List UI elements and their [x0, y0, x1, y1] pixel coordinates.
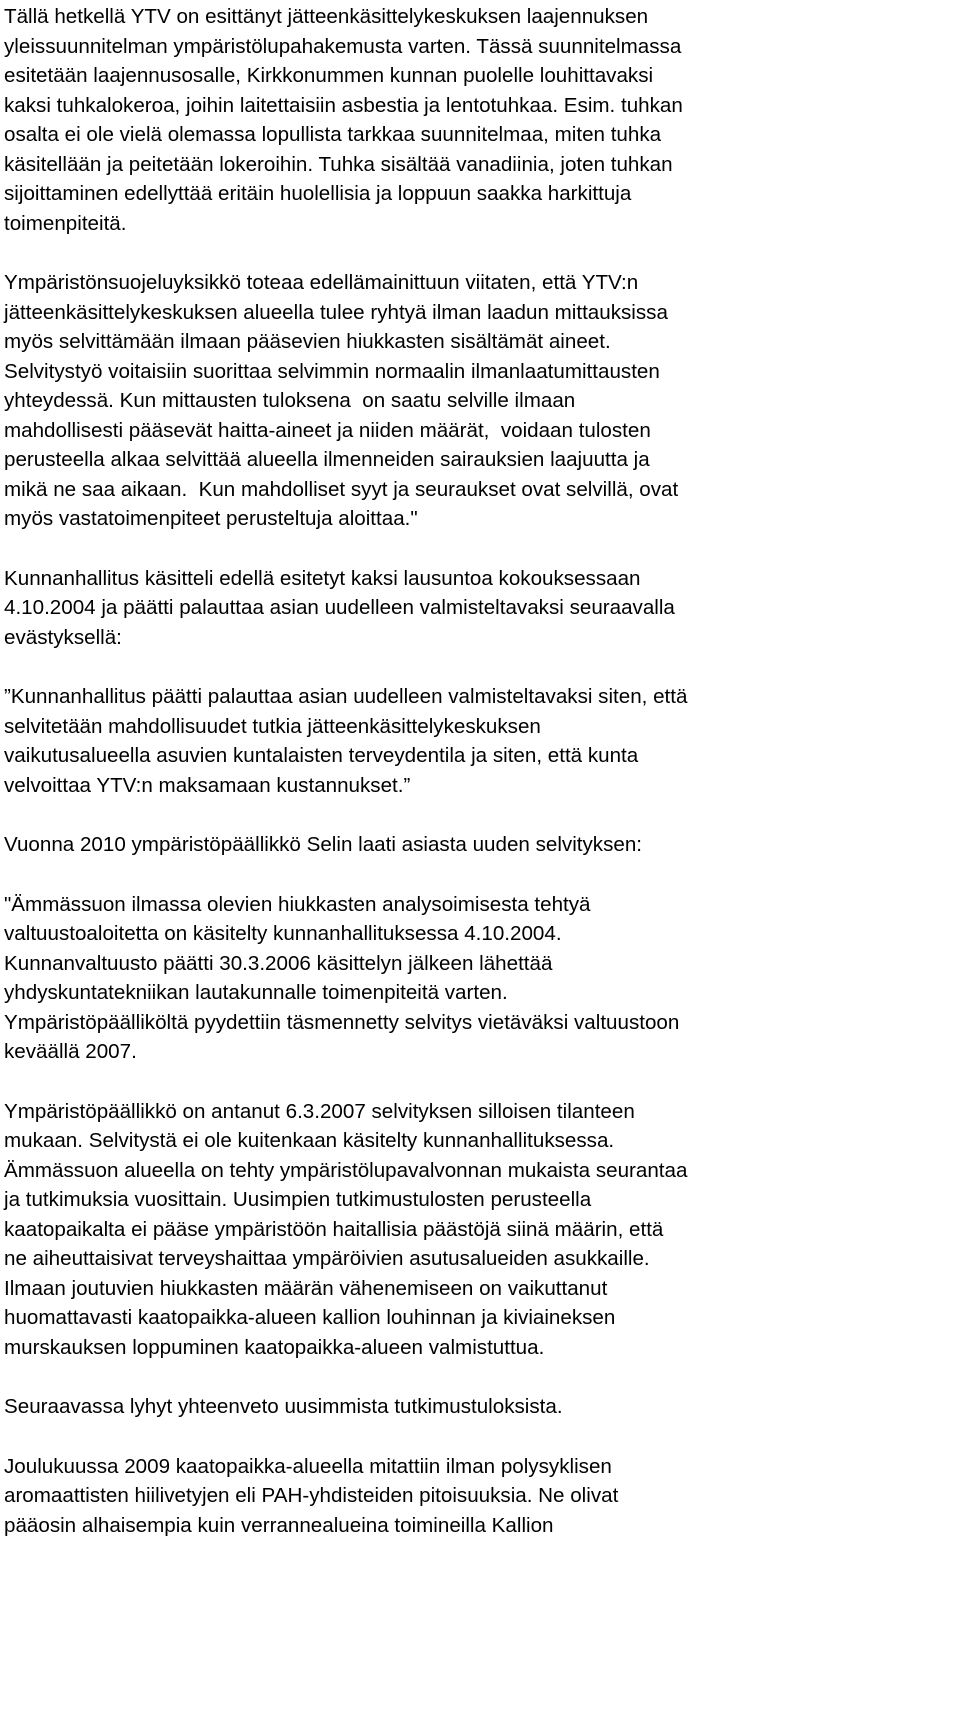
text-line: perusteella alkaa selvittää alueella ilmenneiden sairauksien laajuutta ja	[4, 448, 650, 471]
text-line: Ympäristöpäälliköltä pyydettiin täsmennetty selvitys vietäväksi valtuustoon	[4, 1010, 680, 1034]
text-line: yhteydessä. Kun mittausten tuloksena on saatu selville ilmaan	[4, 389, 576, 412]
text-line: valtuustoaloitetta on käsitelty kunnanhallituksessa 4.10.2004.	[4, 922, 562, 945]
text-line: velvoittaa YTV:n maksamaan kustannukset.”	[4, 773, 411, 797]
text-line: yleissuunnitelman ympäristölupahakemusta varten. Tässä suunnitelmassa	[4, 34, 682, 58]
text-line: mukaan. Selvitystä ei ole kuitenkaan käsitelty kunnanhallituksessa.	[4, 1129, 615, 1152]
text-line: kaatopaikalta ei pääse ympäristöön haitallisia päästöjä siinä määrin, että	[4, 1217, 664, 1241]
text-line: murskauksen loppuminen kaatopaikka-alueen valmistuttua.	[4, 1335, 545, 1359]
paragraph-5	[4, 830, 954, 860]
text-line: huomattavasti kaatopaikka-alueen kallion louhinnan ja kiviaineksen	[4, 1306, 616, 1329]
text-line: keväällä 2007.	[4, 1040, 137, 1063]
text-line: Ympäristönsuojeluyksikkö toteaa edellämainittuun viitaten, että YTV:n	[4, 271, 639, 294]
text-line: evästyksellä:	[4, 625, 122, 649]
text-line: 4.10.2004 ja päätti palauttaa asian uudelleen valmisteltavaksi seuraavalla	[4, 596, 675, 619]
paragraph-1	[4, 2, 954, 238]
text-line: Kunnanvaltuusto päätti 30.3.2006 käsittelyn jälkeen lähettää	[4, 951, 553, 975]
text-line: kaksi tuhkalokeroa, joihin laitettaisiin asbestia ja lentotuhkaa. Esim. tuhkan	[4, 93, 683, 117]
paragraph-7	[4, 1097, 954, 1363]
text-line: myös vastatoimenpiteet perusteltuja aloittaa."	[4, 507, 418, 530]
text-line: "Ämmässuon ilmassa olevien hiukkasten analysoimisesta tehtyä	[4, 892, 591, 916]
text-line: osalta ei ole vielä olemassa lopullista tarkkaa suunnitelmaa, miten tuhka	[4, 123, 662, 146]
paragraph-6	[4, 890, 954, 1067]
text-line: Joulukuussa 2009 kaatopaikka-alueella mitattiin ilman polysyklisen	[4, 1454, 612, 1478]
text-line: Tällä hetkellä YTV on esittänyt jätteenkäsittelykeskuksen laajennuksen	[4, 5, 649, 28]
text-line: aromaattisten hiilivetyjen eli PAH-yhdisteiden pitoisuuksia. Ne olivat	[4, 1484, 619, 1507]
text-line: mikä ne saa aikaan. Kun mahdolliset syyt ja seuraukset ovat selvillä, ovat	[4, 477, 679, 501]
text-line: esitetään laajennusosalle, Kirkkonummen kunnan puolelle louhittavaksi	[4, 64, 654, 87]
text-line: Kunnanhallitus käsitteli edellä esitetyt kaksi lausuntoa kokouksessaan	[4, 566, 641, 590]
text-line: käsitellään ja peitetään lokeroihin. Tuhka sisältää vanadiinia, joten tuhkan	[4, 152, 673, 176]
text-line: yhdyskuntatekniikan lautakunnalle toimenpiteitä varten.	[4, 981, 508, 1004]
text-line: sijoittaminen edellyttää eritäin huolellisia ja loppuun saakka harkittuja	[4, 182, 632, 205]
paragraph-8	[4, 1392, 954, 1422]
text-line: toimenpiteitä.	[4, 211, 127, 235]
text-line: ja tutkimuksia vuosittain. Uusimpien tutkimustulosten perusteella	[4, 1188, 592, 1211]
paragraph-3	[4, 564, 954, 653]
text-line: jätteenkäsittelykeskuksen alueella tulee ryhtyä ilman laadun mittauksissa	[4, 300, 668, 324]
text-line: Ympäristöpäällikkö on antanut 6.3.2007 selvityksen silloisen tilanteen	[4, 1099, 635, 1123]
text-line: myös selvittämään ilmaan pääsevien hiukkasten sisältämät aineet.	[4, 330, 611, 353]
document-page	[4, 2, 954, 1540]
text-line: Ilmaan joutuvien hiukkasten määrän vähenemiseen on vaikuttanut	[4, 1276, 608, 1300]
text-line: ne aiheuttaisivat terveyshaittaa ympäröivien asutusalueiden asukkaille.	[4, 1247, 650, 1270]
text-line: mahdollisesti pääsevät haitta-aineet ja niiden määrät, voidaan tulosten	[4, 418, 651, 442]
text-line: Selvitystyö voitaisiin suorittaa selvimmin normaalin ilmanlaatumittausten	[4, 359, 660, 383]
text-line: Ämmässuon alueella on tehty ympäristölupavalvonnan mukaista seurantaa	[4, 1158, 688, 1182]
text-line: pääosin alhaisempia kuin verrannealueina toimineilla Kallion	[4, 1513, 554, 1537]
paragraph-2	[4, 268, 954, 534]
text-line: selvitetään mahdollisuudet tutkia jätteenkäsittelykeskuksen	[4, 714, 541, 738]
paragraph-9	[4, 1452, 954, 1541]
paragraph-4-quote	[4, 682, 954, 800]
text-line: Seuraavassa lyhyt yhteenveto uusimmista tutkimustuloksista.	[4, 1395, 563, 1418]
text-line: ”Kunnanhallitus päätti palauttaa asian uudelleen valmisteltavaksi siten, että	[4, 685, 688, 708]
text-line: Vuonna 2010 ympäristöpäällikkö Selin laati asiasta uuden selvityksen:	[4, 833, 643, 856]
text-line: vaikutusalueella asuvien kuntalaisten terveydentila ja siten, että kunta	[4, 744, 639, 767]
